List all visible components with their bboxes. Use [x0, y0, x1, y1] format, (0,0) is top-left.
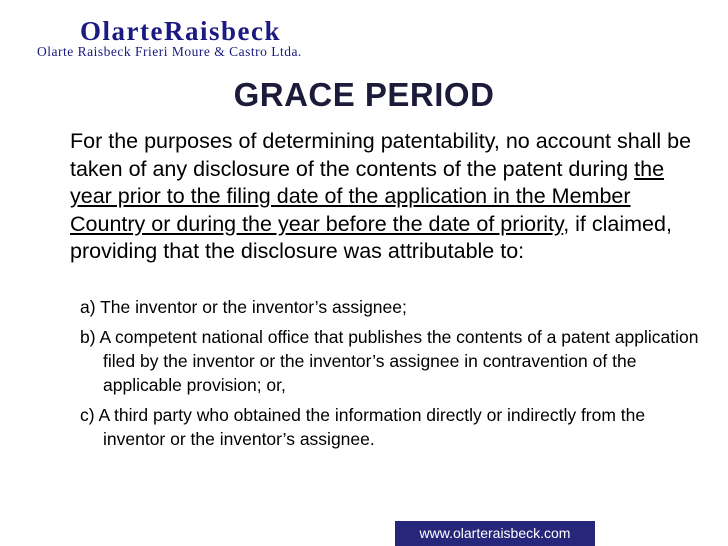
list-item: b) A competent national office that publishes the contents of a patent application filed by the inventor or the inventor’s assignee in contravention of the applicable provision; or, [80, 327, 699, 395]
logo-subtitle: Olarte Raisbeck Frieri Moure & Castro Ltda. [37, 44, 302, 59]
slide-title [0, 76, 728, 114]
slide-title-text: GRACE PERIOD [233, 76, 495, 113]
list-item: c) A third party who obtained the information directly or indirectly from the inventor or the inventor’s assignee. [80, 405, 646, 449]
footer-url-link[interactable]: www.olarteraisbeck.com [395, 521, 595, 546]
paragraph-underlined-text: the year prior to the filing date of the application in the Member Country or during the year before the date of priority [70, 156, 665, 236]
condition-list [80, 295, 700, 457]
logo-title: OlarteRaisbeck [80, 16, 281, 46]
paragraph-text-start: For the purposes of determining patentability, no account shall be taken of any disclosure of the contents of the patent during [70, 129, 692, 181]
list-item: a) The inventor or the inventor’s assignee; [80, 297, 407, 317]
main-paragraph [70, 128, 700, 266]
paragraph-text-end: , if claimed, providing that the disclosure was attributable to: [70, 211, 672, 263]
